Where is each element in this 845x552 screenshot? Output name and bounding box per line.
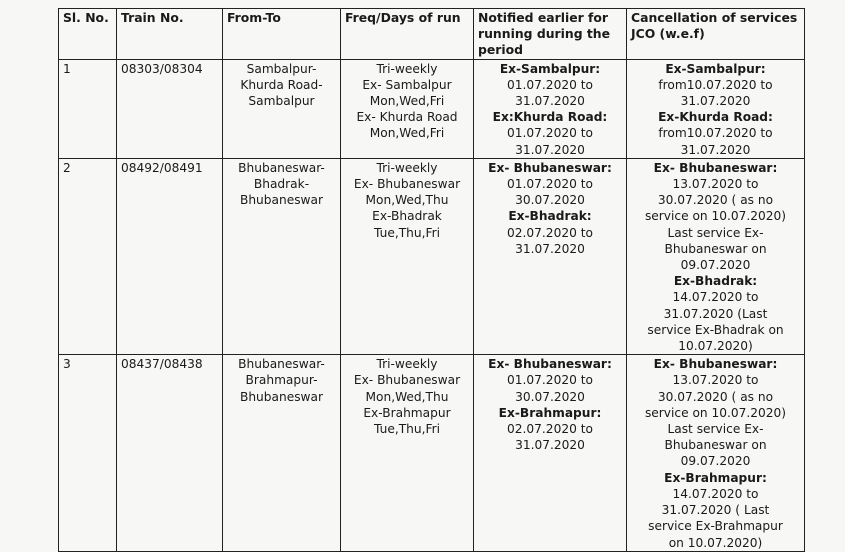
date-line: 14.07.2020 to — [672, 486, 759, 501]
service-direction-label: Ex-Khurda Road: — [658, 110, 773, 125]
cell-sl-no: 3 — [59, 355, 117, 551]
date-line: 13.07.2020 to — [672, 373, 759, 388]
header-sl-no: Sl. No. — [59, 9, 117, 60]
route-line: Sambalpur- — [246, 61, 317, 76]
service-direction-label: Ex-Bhadrak: — [673, 274, 758, 289]
cell-cancellation — [627, 59, 805, 158]
cell-cancellation — [627, 158, 805, 354]
date-line: 31.07.2020 — [515, 438, 585, 453]
date-line: 30.07.2020 — [515, 193, 585, 208]
date-line: Bhubaneswar on — [664, 241, 767, 256]
date-line: 01.07.2020 to — [507, 77, 593, 92]
service-direction-label: Ex:Khurda Road: — [492, 110, 608, 125]
service-direction-label: Ex-Sambalpur: — [499, 61, 601, 76]
date-line: 09.07.2020 — [680, 454, 751, 469]
frequency-line: Ex- Khurda Road — [356, 110, 458, 125]
date-line: service Ex-Brahmapur — [648, 519, 783, 534]
service-direction-label: Ex- Bhubaneswar: — [653, 357, 778, 372]
date-line: 31.07.2020 — [680, 142, 751, 157]
table-row — [59, 355, 805, 551]
route-line: Bhubaneswar- — [238, 160, 325, 175]
frequency-line: Mon,Wed,Thu — [365, 389, 449, 404]
date-line: 01.07.2020 to — [507, 177, 593, 192]
date-line: 30.07.2020 — [515, 389, 585, 404]
frequency-line: Mon,Wed,Fri — [369, 126, 445, 141]
cell-route — [223, 158, 341, 354]
route-line: Sambalpur — [248, 94, 315, 109]
date-line: 31.07.2020 — [680, 94, 751, 109]
frequency-line: Mon,Wed,Thu — [365, 193, 449, 208]
cell-sl-no: 1 — [59, 59, 117, 158]
date-line: from10.07.2020 to — [658, 126, 773, 141]
train-cancellation-table — [58, 8, 805, 552]
date-line: Bhubaneswar on — [664, 438, 767, 453]
route-line: Bhubaneswar — [239, 389, 324, 404]
cell-frequency — [341, 59, 474, 158]
table-header-row — [59, 9, 805, 60]
date-line: service on 10.07.2020) — [644, 209, 787, 224]
date-line: 14.07.2020 to — [672, 290, 759, 305]
frequency-line: Ex-Brahmapur — [363, 405, 451, 420]
date-line: Last service Ex- — [667, 422, 764, 437]
service-direction-label: Ex- Bhubaneswar: — [488, 160, 612, 175]
cell-train-no: 08492/08491 — [117, 158, 223, 354]
date-line: 02.07.2020 to — [507, 225, 593, 240]
cell-cancellation — [627, 355, 805, 551]
frequency-line: Tri-weekly — [376, 160, 438, 175]
cell-frequency — [341, 355, 474, 551]
frequency-line: Ex- Bhubaneswar — [353, 373, 461, 388]
header-from-to: From-To — [223, 9, 341, 60]
date-line: 01.07.2020 to — [507, 126, 593, 141]
service-direction-label: Ex-Brahmapur: — [664, 470, 767, 485]
frequency-line: Tue,Thu,Fri — [374, 422, 440, 437]
date-line: Last service Ex- — [667, 225, 764, 240]
date-line: 01.07.2020 to — [507, 373, 593, 388]
date-line: 31.07.2020 — [515, 142, 585, 157]
route-line: Bhubaneswar- — [238, 357, 325, 372]
date-line: 31.07.2020 — [515, 94, 585, 109]
cell-route — [223, 59, 341, 158]
route-line: Khurda Road- — [240, 77, 323, 92]
date-line: 31.07.2020 ( Last — [661, 503, 770, 518]
date-line: from10.07.2020 to — [658, 77, 773, 92]
date-line: 30.07.2020 ( as no — [657, 389, 774, 404]
route-line: Bhubaneswar — [239, 193, 324, 208]
date-line: 13.07.2020 to — [672, 177, 759, 192]
cell-train-no: 08303/08304 — [117, 59, 223, 158]
date-line: 02.07.2020 to — [507, 422, 593, 437]
service-direction-label: Ex-Sambalpur: — [665, 61, 766, 76]
date-line: on 10.07.2020) — [668, 535, 763, 550]
header-notified-period: Notified earlier for running during the period — [474, 9, 627, 60]
table-row — [59, 158, 805, 354]
date-line: service on 10.07.2020) — [644, 405, 787, 420]
frequency-line: Tri-weekly — [376, 61, 438, 76]
service-direction-label: Ex-Brahmapur: — [498, 405, 602, 420]
frequency-line: Ex- Bhubaneswar — [353, 177, 461, 192]
date-line: service Ex-Bhadrak on — [647, 322, 784, 337]
train-cancellation-document — [58, 8, 804, 552]
header-cancellation: Cancellation of services JCO (w.e.f) — [627, 9, 805, 60]
cell-sl-no: 2 — [59, 158, 117, 354]
frequency-line: Ex- Sambalpur — [362, 77, 452, 92]
date-line: 31.07.2020 (Last — [663, 306, 768, 321]
frequency-line: Tri-weekly — [376, 357, 438, 372]
cell-notified-period — [474, 59, 627, 158]
service-direction-label: Ex- Bhubaneswar: — [653, 160, 778, 175]
cell-notified-period — [474, 158, 627, 354]
table-row — [59, 59, 805, 158]
date-line: 30.07.2020 ( as no — [657, 193, 774, 208]
route-line: Bhadrak- — [253, 177, 310, 192]
service-direction-label: Ex- Bhubaneswar: — [488, 357, 612, 372]
frequency-line: Mon,Wed,Fri — [369, 94, 445, 109]
header-train-no: Train No. — [117, 9, 223, 60]
date-line: 09.07.2020 — [680, 258, 751, 273]
header-frequency: Freq/Days of run — [341, 9, 474, 60]
cell-notified-period — [474, 355, 627, 551]
cell-route — [223, 355, 341, 551]
date-line: 10.07.2020) — [678, 339, 753, 354]
frequency-line: Tue,Thu,Fri — [374, 225, 440, 240]
cell-train-no: 08437/08438 — [117, 355, 223, 551]
frequency-line: Ex-Bhadrak — [372, 209, 442, 224]
route-line: Brahmapur- — [245, 373, 318, 388]
service-direction-label: Ex-Bhadrak: — [508, 209, 592, 224]
date-line: 31.07.2020 — [515, 241, 585, 256]
cell-frequency — [341, 158, 474, 354]
